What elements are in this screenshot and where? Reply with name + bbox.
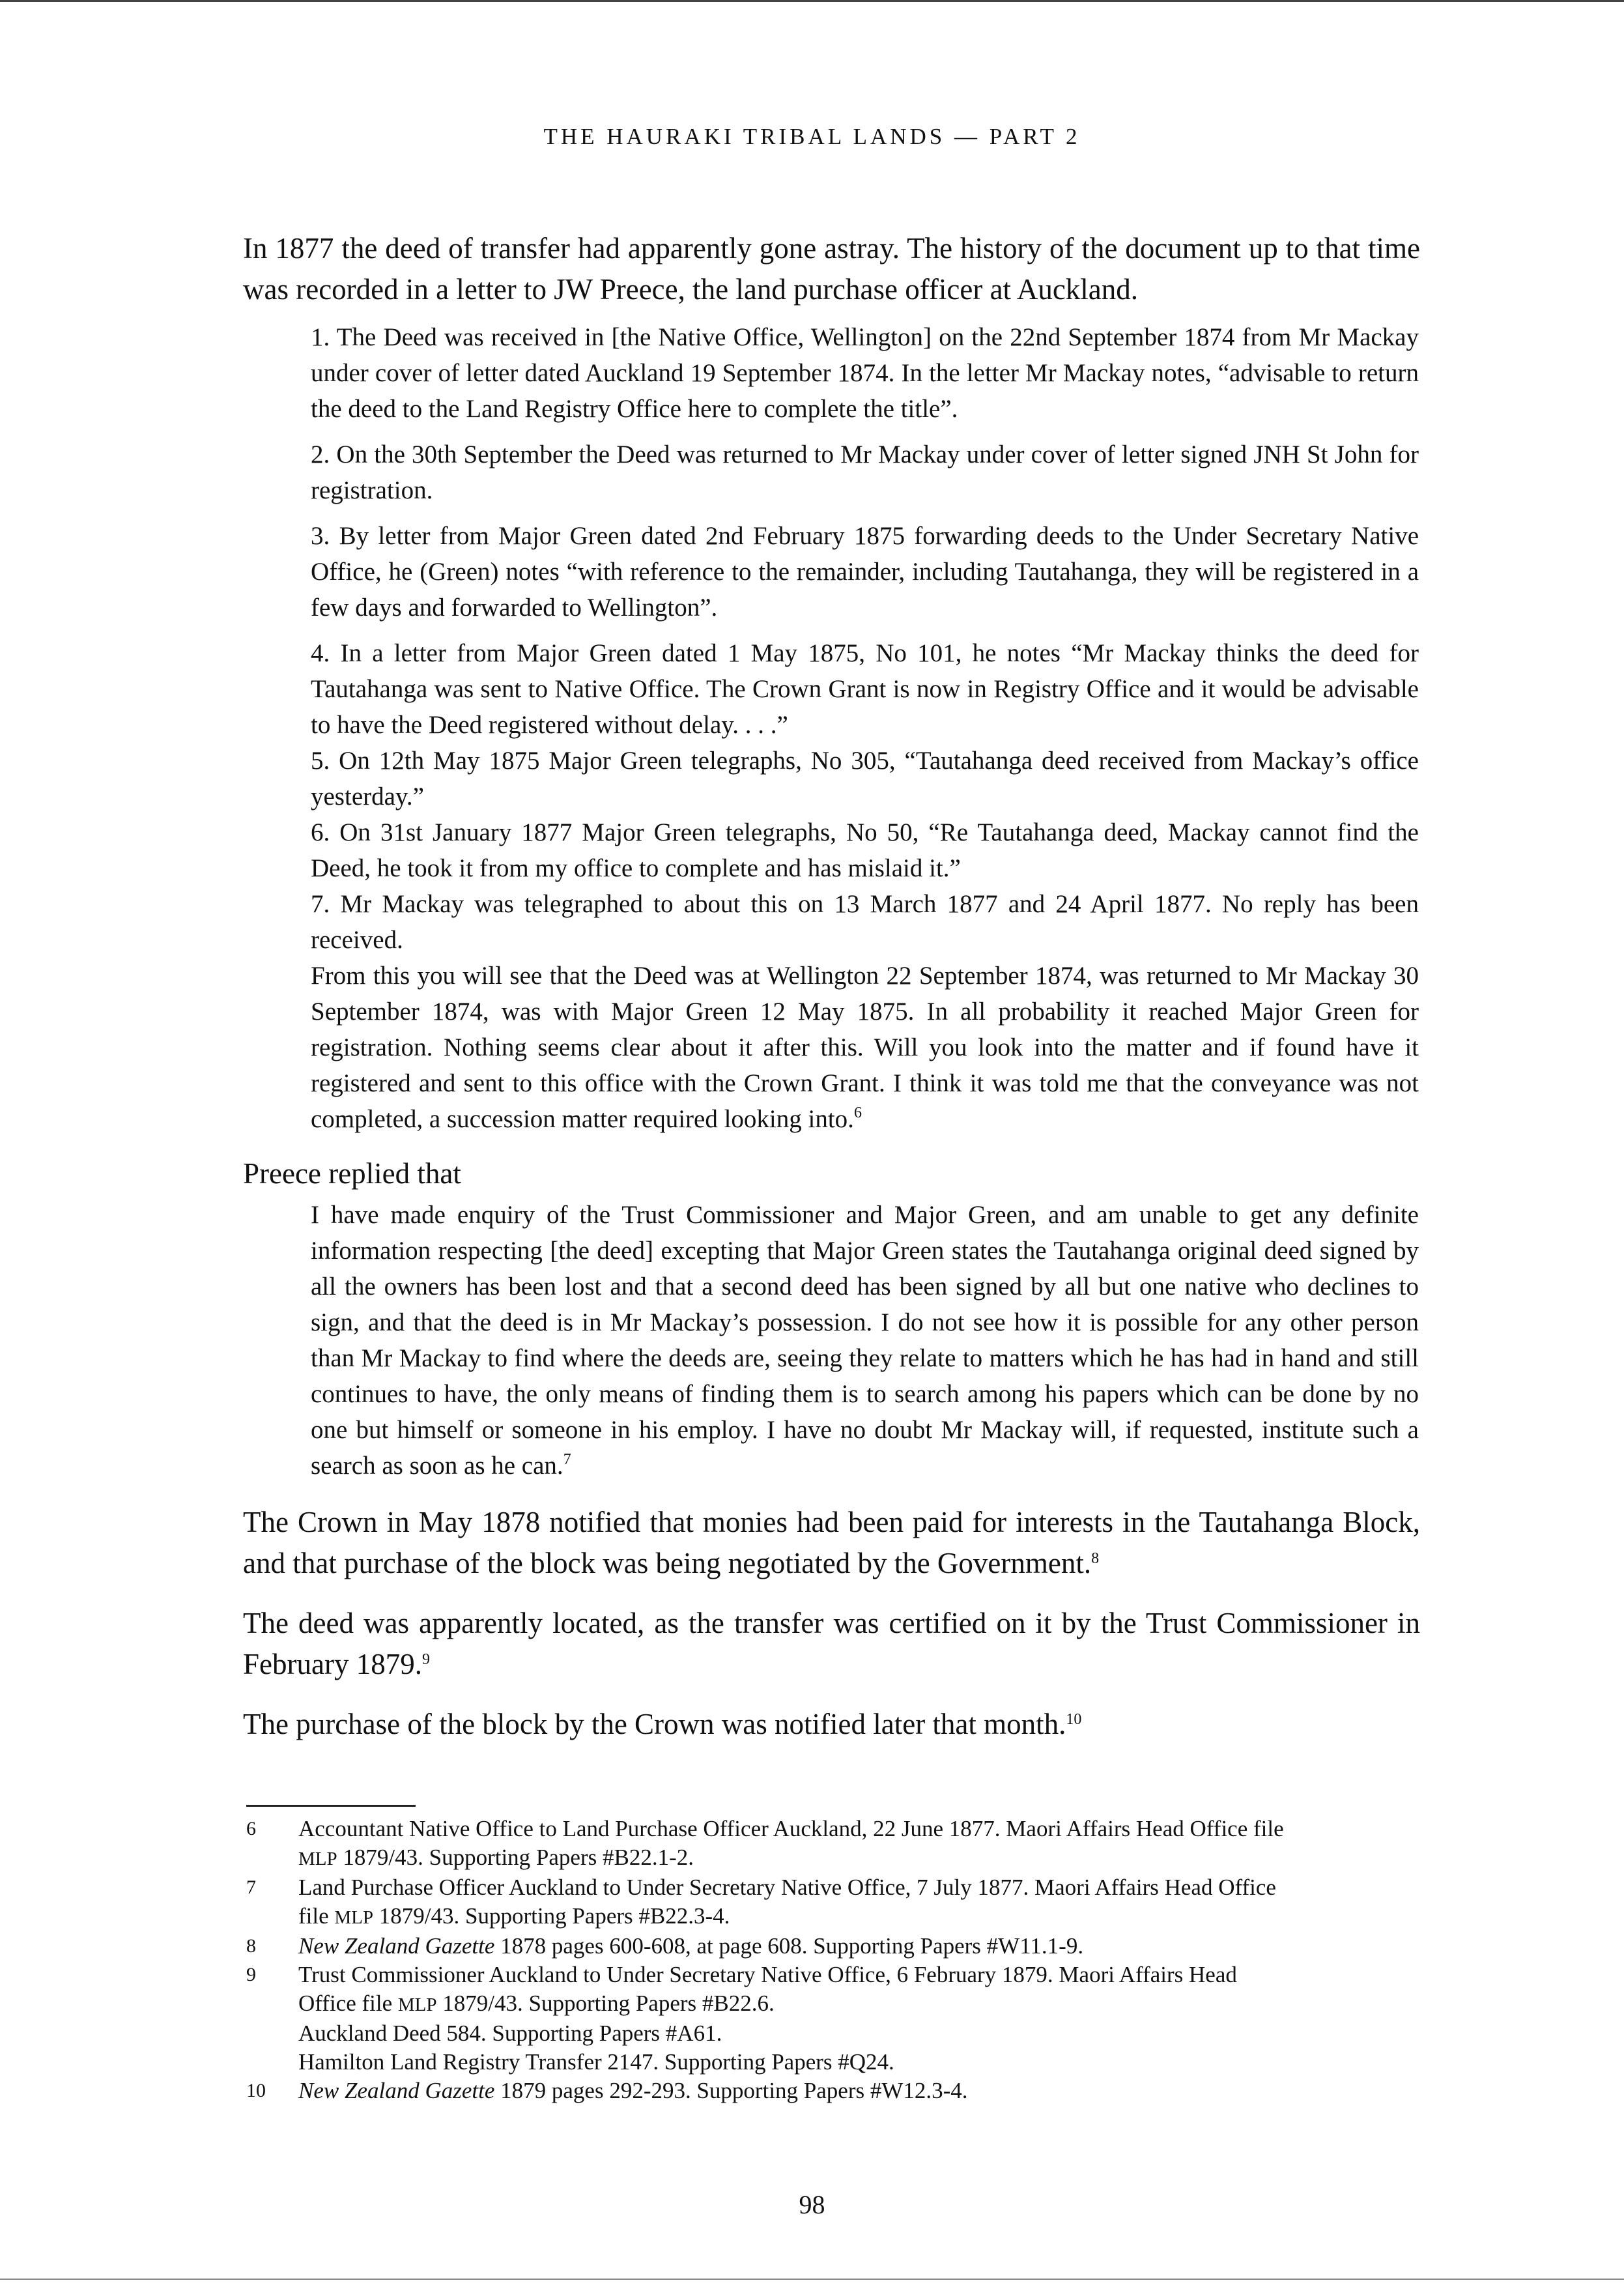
intro-paragraph: In 1877 the deed of transfer had apparently gone astray. The history of the document up to that time was recorded in a letter to JW Preece, the land purchase officer at Auckland. — [243, 232, 1420, 306]
quote-closing: From this you will see that the Deed was at Wellington 22 September 1874, was returned to Mr Mackay 30 September 1874, was with Major Green 12 May 1875. In all probability it reached Major Green for registration. Nothing seems clear about it after this. Will you look into the matter and if found have it registered and sent to this office with the Crown Grant. I think it was told me that the conveyance was not completed, a succession matter required looking into.$^6$ — [311, 962, 1419, 1133]
footnote-ref-8: 8 — [1091, 1550, 1100, 1567]
preece-quote-block — [311, 1197, 1419, 1484]
preece-intro: Preece replied that — [243, 1157, 461, 1190]
top-border-rule — [0, 0, 1624, 2]
footnote-9: 9 Trust Commissioner Auckland to Under Secretary Native Office, 6 February 1879. Maori Affairs Head Office file MLP 1879/43. Supporting Papers #B22.6. Auckland Deed 584. Supporting Papers #A61. Hamilton Land Registry Transfer 2147. Supporting Papers #Q24. — [246, 1961, 1419, 2077]
crown-paragraph: The Crown in May 1878 notified that monies had been paid for interests in the Tautahanga Block, and that purchase of the block was being negotiated by the Government.$^8$ — [243, 1506, 1420, 1579]
footnote-ref-10: 10 — [1066, 1711, 1082, 1728]
footnote-number: 10 — [246, 2080, 266, 2101]
preece-quote-text: I have made enquiry of the Trust Commissioner and Major Green, and am unable to get any definite information respecting [the deed] excepting that Major Green states the Tautahanga original deed signed by all the owners has been lost and that a second deed has been signed by all but one native who declines to sign, and that the deed is in Mr Mackay’s possession. I do not see how it is possible for any other person than Mr Mackay to find where the deeds are, seeing they relate to matters which he has had in hand and still continues to have, the only means of finding them is to search among his papers which can be done by no one but himself or someone in his employ. I have no doubt Mr Mackay will, if requested, institute such a search as soon as he can.$^7$ — [311, 1201, 1419, 1480]
footnotes — [246, 1815, 1419, 2105]
running-head: THE HAURAKI TRIBAL LANDS — PART 2 — [543, 124, 1081, 149]
footnote-number: 7 — [246, 1877, 256, 1898]
page-number: 98 — [799, 2190, 825, 2219]
footnote-ref-6: 6 — [853, 1104, 862, 1121]
footnote-8: 8 New Zealand Gazette 1878 pages 600-608, at page 608. Supporting Papers #W11.1-9. — [246, 1932, 1419, 1961]
quote-item-4: 4. In a letter from Major Green dated 1 May 1875, No 101, he notes “Mr Mackay thinks the deed for Tautahanga was sent to Native Office. The Crown Grant is now in Registry Office and it would be advisable to have the Deed registered without delay. . . .” — [311, 639, 1419, 739]
bottom-border-rule — [0, 2279, 1624, 2280]
footnote-ref-7: 7 — [563, 1451, 571, 1468]
quote-item-1: 1. The Deed was received in [the Native Office, Wellington] on the 22nd September 1874 from Mr Mackay under cover of letter dated Auckland 19 September 1874. In the letter Mr Mackay notes, “advisable to return the deed to the Land Registry Office here to complete the title”. — [311, 323, 1419, 423]
letter-quote-block — [311, 319, 1419, 1137]
footnote-7: 7 Land Purchase Officer Auckland to Under Secretary Native Office, 7 July 1877. Maori Affairs Head Office file MLP 1879/43. Supporting Papers #B22.3-4. — [246, 1873, 1419, 1932]
footnote-number: 9 — [246, 1964, 256, 1985]
purchase-paragraph: The purchase of the block by the Crown was notified later that month.$^{10}$ — [243, 1708, 1082, 1740]
quote-item-2: 2. On the 30th September the Deed was returned to Mr Mackay under cover of letter signed JNH St John for registration. — [311, 440, 1419, 504]
footnote-separator — [246, 1805, 416, 1807]
deed-paragraph: The deed was apparently located, as the transfer was certified on it by the Trust Commissioner in February 1879.$^9$ — [243, 1607, 1420, 1680]
quote-item-5: 5. On 12th May 1875 Major Green telegraphs, No 305, “Tautahanga deed received from Mackay’s office yesterday.” — [311, 747, 1419, 811]
quote-item-7: 7. Mr Mackay was telegraphed to about this on 13 March 1877 and 24 April 1877. No reply has been received. — [311, 890, 1419, 954]
quote-item-6: 6. On 31st January 1877 Major Green telegraphs, No 50, “Re Tautahanga deed, Mackay cannot find the Deed, he took it from my office to complete and has mislaid it.” — [311, 818, 1419, 882]
footnote-6: 6 Accountant Native Office to Land Purchase Officer Auckland, 22 June 1877. Maori Affairs Head Office file MLP 1879/43. Supporting Papers #B22.1-2. — [246, 1815, 1419, 1873]
footnote-number: 6 — [246, 1818, 256, 1839]
quote-item-3: 3. By letter from Major Green dated 2nd February 1875 forwarding deeds to the Under Secretary Native Office, he (Green) notes “with reference to the remainder, including Tautahanga, they will be registered in a few days and forwarded to Wellington”. — [311, 522, 1419, 622]
footnote-number: 8 — [246, 1935, 256, 1957]
footnote-10: 10 New Zealand Gazette 1879 pages 292-293. Supporting Papers #W12.3-4. — [246, 2077, 1419, 2105]
footnote-ref-9: 9 — [421, 1651, 430, 1668]
